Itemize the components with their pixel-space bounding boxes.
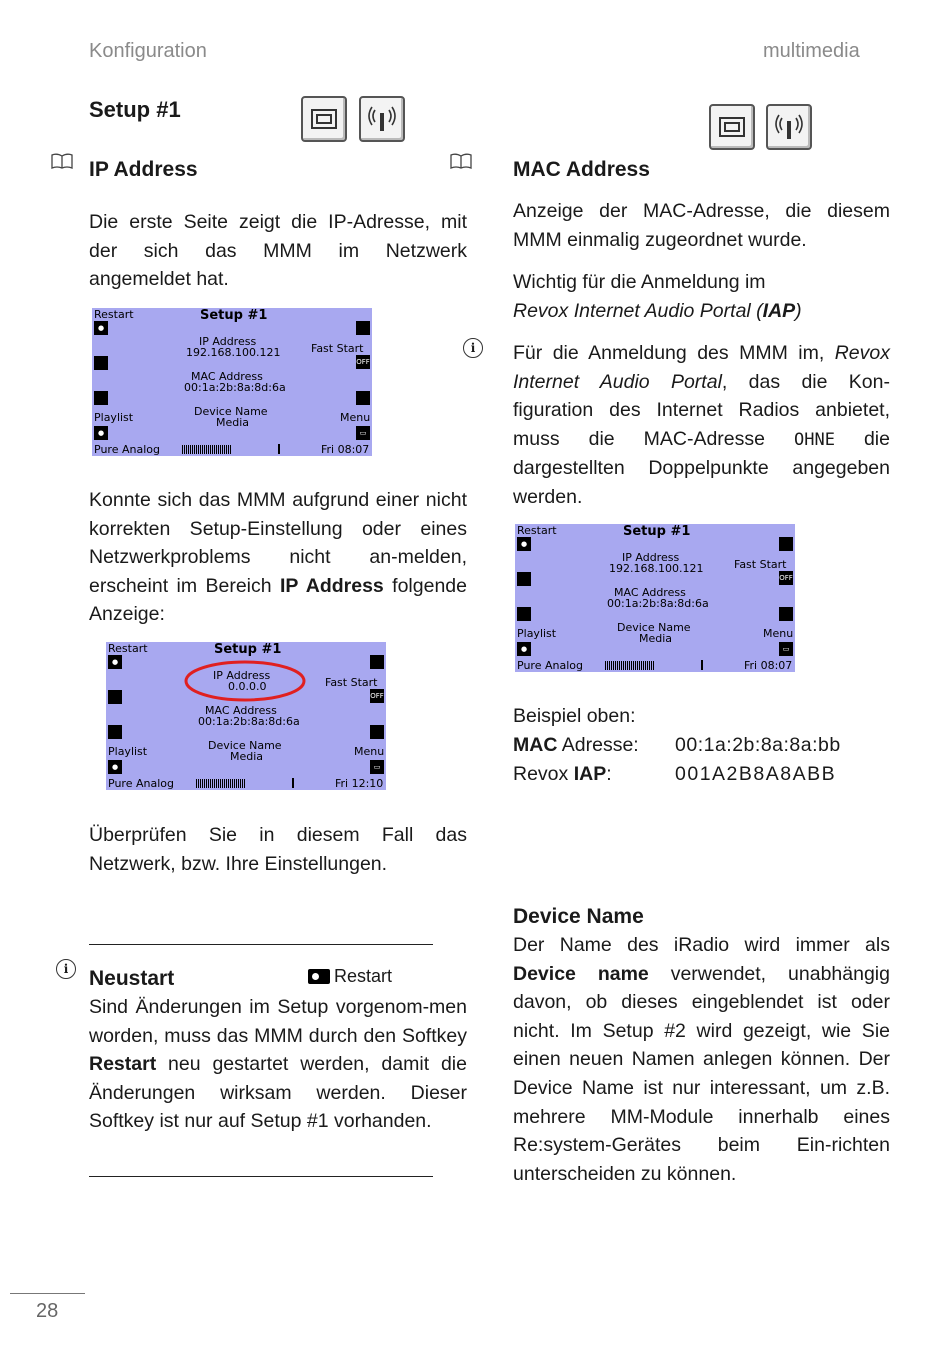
neustart-heading: Neustart (89, 967, 175, 990)
mac-example-value: 00:1a:2b:8a:8a:bb (675, 734, 841, 756)
restart-key-icon (308, 969, 330, 984)
divider-bottom (89, 1176, 433, 1177)
info-icon-right: i (463, 338, 483, 358)
device-name-heading: Device Name (513, 905, 644, 928)
beispiel-label: Beispiel oben: (513, 705, 636, 727)
lcd-screen-3: Restart ● Setup #1 IP Address 192.168.100.121 Fast Start OFF MAC Address 00:1a:2b:8a:8d:6a Playlist Device Name Media Menu ● ▭ Pure Analog Fri 08:07 (517, 524, 794, 672)
highlight-circle (184, 660, 306, 702)
header-brand: multimedia (763, 40, 860, 62)
neustart-text: Sind Änderungen im Setup vorgenom-men worden, muss das MMM durch den Softkey Restart neu gestartet werden, damit die Änderungen wirksam werden. Dieser Softkey ist nur auf Setup #1 vorhanden. (89, 996, 467, 1133)
iap-example-label: Revox IAP: (513, 763, 612, 785)
setup-title: Setup #1 (89, 97, 181, 122)
lcd-screen-1: Restart ● Setup #1 IP Address 192.168.100.121 Fast Start OFF MAC Address 00:1a:2b:8a:8d:6a Playlist Device Name Media Menu ● ▭ Pure Analog Fri 08:07 (94, 308, 371, 456)
fuer-text: Für die Anmeldung des MMM im, Revox Internet Audio Portal, das die Kon-figuration des Internet Radios anbietet, muss die MAC-Adresse OHNE die dargestellten Doppelpunkte angegeben werden. (513, 342, 890, 508)
footer-rule (10, 1293, 85, 1294)
lcd-screen-2: Restart ● Setup #1 IP Address 0.0.0.0 Fast Start OFF MAC Address 00:1a:2b:8a:8d:6a Playlist Device Name Media Menu ● ▭ Pure Analog Fri 12:10 (108, 642, 385, 790)
ethernet-icon-right (709, 104, 755, 150)
book-icon (51, 153, 73, 169)
mac-address-heading: MAC Address (513, 158, 650, 181)
wireless-icon (359, 96, 405, 142)
iap-example-value: 001A2B8A8ABB (675, 763, 837, 785)
device-name-text: Der Name des iRadio wird immer als Device name verwendet, unabhängig davon, ob dieses eingeblendet ist oder nicht. Im Setup #2 wird gezeigt, wie Sie einen neuen Namen anlegen können. Der Device Name ist nur interessant, um z.B. mehrere MM-Module innerhalb eines Re:system-Gerätes beim Ein-richten unterscheiden zu können. (513, 934, 890, 1185)
page-number: 28 (36, 1300, 59, 1322)
divider-top (89, 944, 433, 945)
info-icon: i (56, 959, 76, 979)
konnte-text: Konnte sich das MMM aufgrund einer nicht korrekten Setup-Einstellung oder eines Netzwerkproblems nicht an-melden, erscheint im Bereich IP Address folgende Anzeige: (89, 489, 467, 626)
wichtig-text: Wichtig für die Anmeldung im Revox Internet Audio Portal (IAP) (513, 271, 802, 322)
check-text: Überprüfen Sie in diesem Fall das Netzwerk, bzw. Ihre Einstellungen. (89, 824, 467, 875)
mac-example-label: MAC Adresse: (513, 734, 639, 756)
mac-address-text: Anzeige der MAC-Adresse, die diesem MMM einmalig zugeordnet wurde. (513, 200, 890, 251)
ethernet-icon (301, 96, 347, 142)
ip-address-heading: IP Address (89, 158, 198, 181)
book-icon-right (450, 153, 472, 169)
ip-address-text: Die erste Seite zeigt die IP-Adresse, mit der sich das MMM im Netzwerk angemeldet hat. (89, 211, 467, 291)
restart-softkey-label: Restart (308, 966, 392, 987)
header-section: Konfiguration (89, 40, 207, 62)
wireless-icon-right (766, 104, 812, 150)
